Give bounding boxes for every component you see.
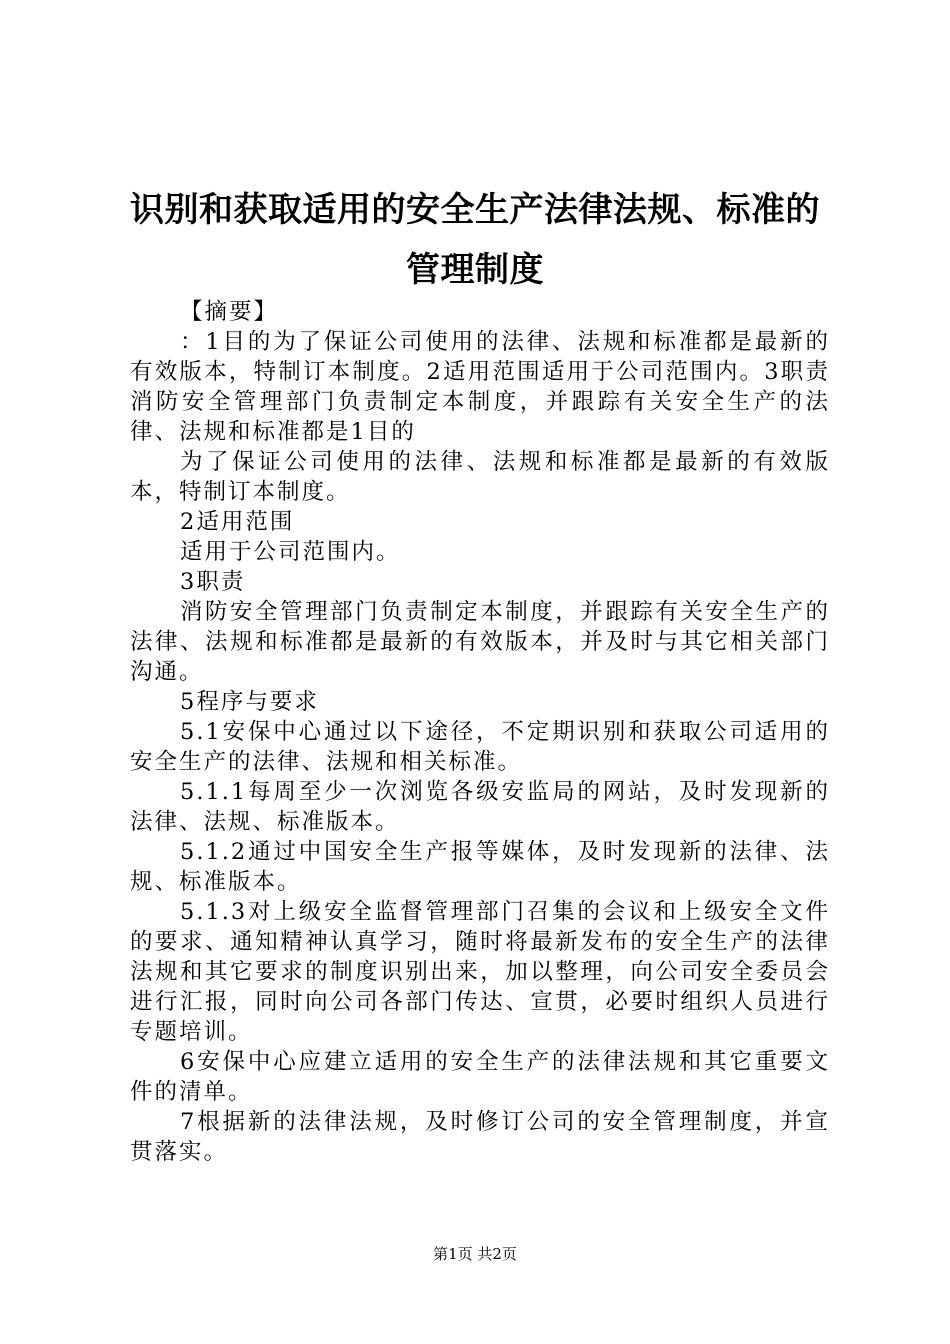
abstract-heading: 【摘要】 [180,299,279,325]
page-footer: 第1页 共2页 [433,1245,517,1263]
procedure-5-1-2: 5.1.2通过中国安全生产报等媒体，及时发现新的法律、法规、标准版本。 [130,839,830,895]
procedure-heading: 5程序与要求 [180,689,319,715]
document-title: 识别和获取适用的安全生产法律法规、标准的管理制度 [130,190,820,290]
section-7-text: 7根据新的法律法规，及时修订公司的安全管理制度，并宣贯落实。 [130,1109,830,1165]
procedure-5-1-3: 5.1.3对上级安全监督管理部门召集的会议和上级安全文件的要求、通知精神认真学习，随时将最新发布的安全生产的法律法规和其它要求的制度识别出来，加以整理，向公司安全委员会进行汇报，同时向公司各部门传达、宣贯，必要时组织人员进行专题培训。 [130,899,830,1045]
section-6-text: 6安保中心应建立适用的安全生产的法律法规和其它重要文件的清单。 [130,1049,830,1105]
procedure-5-1-1: 5.1.1每周至少一次浏览各级安监局的网站，及时发现新的法律、法规、标准版本。 [130,779,830,835]
abstract-text: ：1目的为了保证公司使用的法律、法规和标准都是最新的有效版本，特制订本制度。2适用范围适用于公司范围内。3职责消防安全管理部门负责制定本制度，并跟踪有关安全生产的法律、法规和标准都是1目的 [130,329,830,445]
procedure-5-1: 5.1安保中心通过以下途径，不定期识别和获取公司适用的安全生产的法律、法规和相关标准。 [130,719,830,775]
document-body [130,297,830,1167]
scope-text: 适用于公司范围内。 [180,539,401,565]
duties-text: 消防安全管理部门负责制定本制度，并跟踪有关安全生产的法律、法规和标准都是最新的有效版本，并及时与其它相关部门沟通。 [130,599,830,685]
duties-heading: 3职责 [180,569,246,595]
purpose-text: 为了保证公司使用的法律、法规和标准都是最新的有效版本，特制订本制度。 [130,449,830,505]
scope-heading: 2适用范围 [180,509,295,535]
